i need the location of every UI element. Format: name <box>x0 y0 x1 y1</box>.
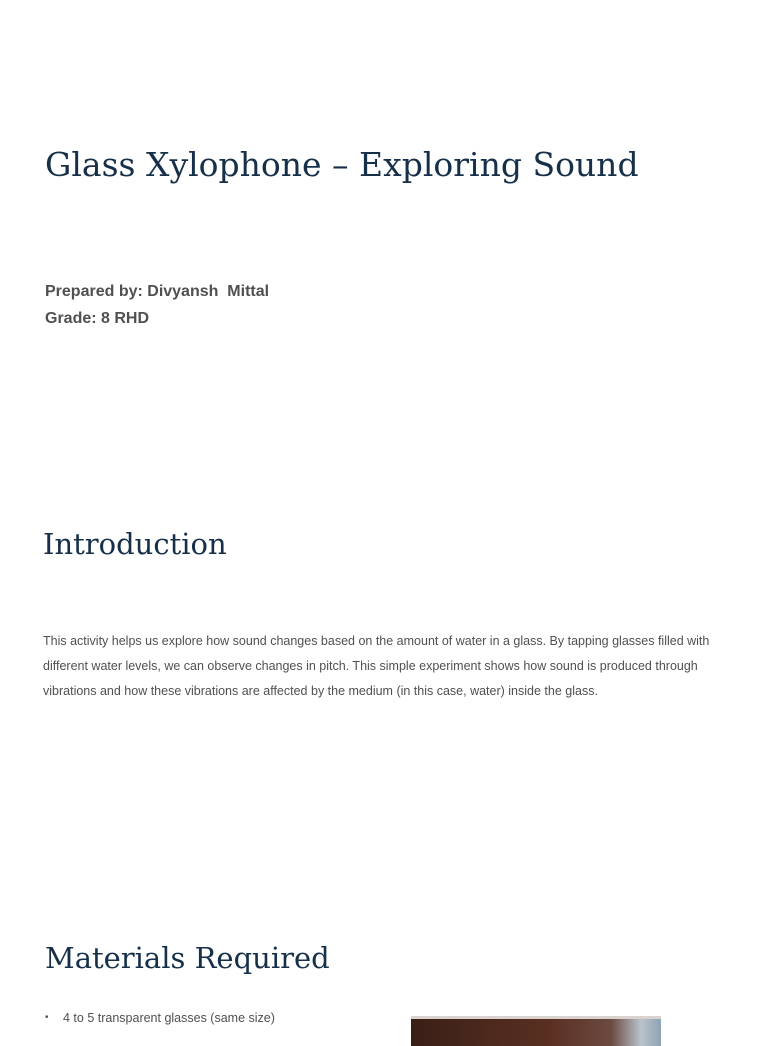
materials-heading: Materials Required <box>45 941 330 975</box>
document-title: Glass Xylophone – Exploring Sound <box>45 145 639 184</box>
grade: Grade: 8 RHD <box>45 310 150 327</box>
bullet-icon: • <box>45 1012 49 1023</box>
introduction-body: This activity helps us explore how sound changes based on the amount of water in a glass. By tapping glasses filled with different water levels, we can observe changes in pitch. This simple experiment shows how sound is produced through vibrations and how these vibrations are affected by the medium (in this case, water) inside the glass. <box>43 634 710 698</box>
author-info <box>45 278 269 332</box>
photo-edge <box>411 1016 661 1019</box>
list-item <box>45 1008 275 1028</box>
materials-list <box>45 1008 275 1028</box>
introduction-heading: Introduction <box>43 527 227 561</box>
material-item-label: 4 to 5 transparent glasses (same size) <box>63 1011 275 1025</box>
prepared-by: Prepared by: Divyansh Mittal <box>45 283 270 300</box>
materials-photo <box>411 1016 661 1046</box>
